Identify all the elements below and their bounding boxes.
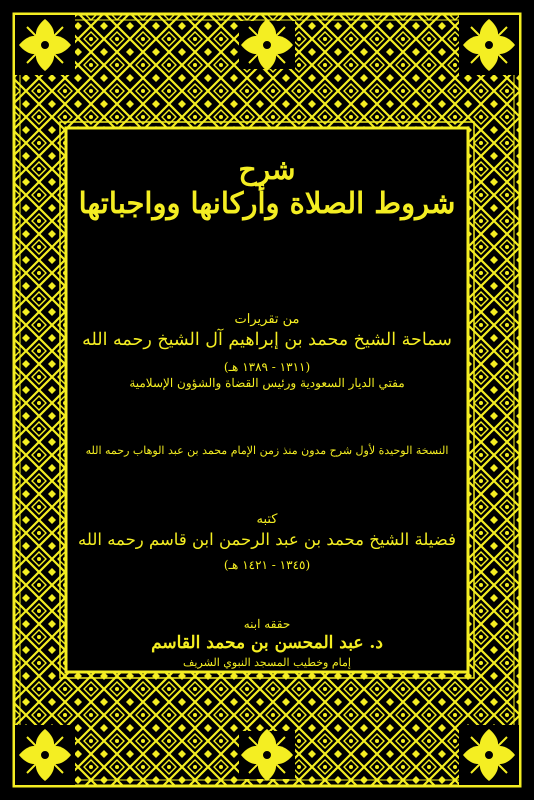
fleur-corner-ornament [15, 725, 75, 785]
fleur-corner-ornament [459, 725, 519, 785]
author2-name: فضيلة الشيخ محمد بن عبد الرحمن ابن قاسم رحمه الله [78, 530, 456, 549]
author3-name: د. عبد المحسن بن محمد القاسم [151, 633, 383, 653]
fleur-corner-ornament [15, 15, 75, 75]
title-line-1: شرح [238, 153, 296, 186]
cover-text-area [78, 140, 456, 669]
author1-name: سماحة الشيخ محمد بن إبراهيم آل الشيخ رحمه الله [82, 330, 452, 350]
author1-dates: (١٣١١ - ١٣٨٩ هـ) [223, 360, 311, 374]
verified-by-label: حققه ابنه [243, 617, 291, 631]
author1-role: مفتي الديار السعودية ورئيس القضاة والشؤون الإسلامية [129, 376, 405, 390]
author3-role: إمام وخطيب المسجد النبوي الشريف [183, 656, 351, 669]
author2-dates: (١٣٤٥ - ١٤٢١ هـ) [223, 558, 311, 572]
book-title: شروط الصلاة وأركانها وواجباتها [78, 186, 456, 220]
compiled-by-label: كتبه [256, 512, 278, 527]
from-label: من تقريرات [234, 312, 300, 327]
unique-copy-note: النسخة الوحيدة لأول شرح مدون منذ زمن الإمام محمد بن عبد الوهاب رحمه الله [85, 444, 449, 457]
fleur-corner-ornament [459, 15, 519, 75]
